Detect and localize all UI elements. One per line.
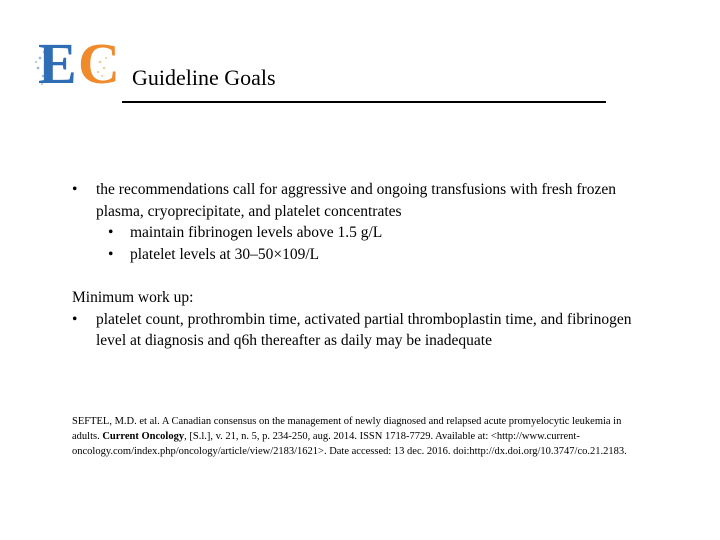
bullet-workup-tests: • platelet count, prothrombin time, activated partial thromboplastin time, and fibrinogen level at diagnosis and q6h thereafter as daily may be inadequate [72,309,632,352]
workup-heading: Minimum work up: [72,289,194,306]
logo-letter-e: E [38,31,77,96]
ec-logo [34,31,126,96]
sub-bullet-platelets: • platelet levels at 30–50×109/L [72,244,632,266]
title-underline [122,101,606,103]
reference-citation [72,414,632,459]
slide-title: Guideline Goals [132,65,276,90]
reference-journal: Current Oncology [102,431,185,442]
workup-section [72,287,632,352]
sub-bullet-fibrinogen: • maintain fibrinogen levels above 1.5 g/L [72,222,632,244]
bullet-transfusions: • the recommendations call for aggressive and ongoing transfusions with fresh frozen plasma, cryoprecipitate, and platelet concentrates [72,179,632,222]
reference-authors-title: SEFTEL, M.D. et al. A Canadian consensus on the management of newly diagnosed and relapsed acute promyelocytic leukemia in adults. [72,416,622,442]
recommendations-section [72,179,632,265]
reference-details: , [S.l.], v. 21, n. 5, p. 234-250, aug. 2014. ISSN 1718-7729. Available at: <http://www.current-oncology.com/index.php/oncology/article/view/2183/1621>. Date accessed: 13 dec. 2016. doi:http://dx.doi.org/10.3747/co.21.2183. [72,431,627,457]
logo-letter-c: C [78,31,120,96]
